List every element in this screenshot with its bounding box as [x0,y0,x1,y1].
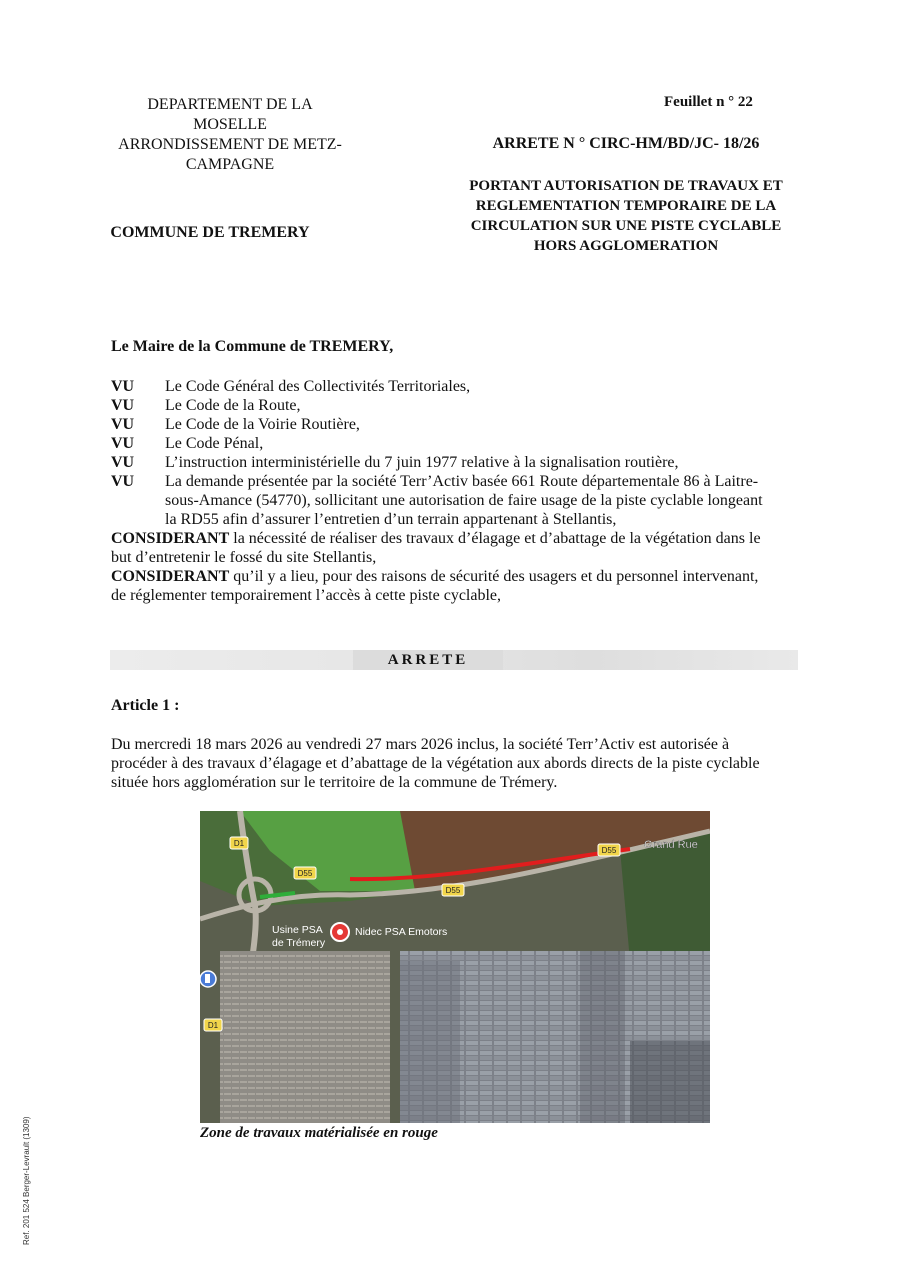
vu-label: VU [111,473,135,490]
vu-text: Le Code Général des Collectivités Territoriales, [165,378,471,395]
sheet-number: Feuillet n ° 22 [664,94,753,110]
vu-request-line: la RD55 afin d’assurer l’entretien d’un terrain appartenant à Stellantis, [165,511,617,528]
considerant-label: CONSIDERANT [111,568,230,585]
considerant-label: CONSIDERANT [111,530,230,547]
subject-line: CIRCULATION SUR UNE PISTE CYCLABLE [470,218,782,234]
factory-shadow [580,951,625,1123]
considerant-text: de réglementer temporairement l’accès à cette piste cyclable, [111,587,502,604]
place-label-nidec: Nidec PSA Emotors [355,926,448,938]
considerant-text: but d’entretenir le fossé du site Stellantis, [111,549,377,566]
road-shield-label: D55 [297,869,313,878]
vu-text: Le Code de la Route, [165,397,301,414]
article-line: procéder à des travaux d’élagage et d’abattage de la végétation aux abords directs de la piste cyclable [111,755,760,772]
road-shield-d1 [204,1019,222,1031]
mayor-heading: Le Maire de la Commune de TREMERY, [111,338,394,355]
article-line: située hors agglomération sur le territoire de la commune de Trémery. [111,774,558,791]
department-block [95,95,365,175]
vu-label: VU [111,435,135,452]
road-shield-label: D1 [207,1021,219,1030]
factory-shadow [630,1041,710,1123]
vu-request-line: La demande présentée par la société Terr’Activ basée 661 Route départementale 86 à Laitre- [165,473,759,490]
decree-number: ARRETE N ° CIRC-HM/BD/JC- 18/26 [492,135,760,152]
article-heading: Article 1 : [111,697,180,714]
vu-text: Le Code Pénal, [165,435,264,452]
vu-request-line: sous-Amance (54770), sollicitant une autorisation de faire usage de la piste cyclable longeant [165,492,763,509]
commune-name: COMMUNE DE TREMERY [110,224,310,241]
article-text [111,735,801,792]
considerant-paragraph [111,567,801,605]
vu-text: Le Code de la Voirie Routière, [165,416,360,433]
road-shield-d55 [598,844,620,856]
subject-line: HORS AGGLOMERATION [533,238,719,254]
section-title: ARRETE [353,650,503,670]
vu-label: VU [111,378,135,395]
tree-area [620,833,710,971]
considerant-text: qu’il y a lieu, pour des raisons de sécurité des usagers et du personnel intervenant, [229,568,759,585]
vu-label: VU [111,454,135,471]
vu-label: VU [111,397,135,414]
road-shield-d55 [294,867,316,879]
location-pin-icon [331,923,349,941]
place-label-usine: de Trémery [272,937,326,949]
road-shield-label: D55 [445,886,461,895]
vu-label: VU [111,416,135,433]
vu-request-text [165,472,790,529]
department-line: ARRONDISSEMENT DE METZ- [118,136,342,153]
map-caption: Zone de travaux matérialisée en rouge [200,1125,438,1141]
parking-lot [220,951,390,1123]
department-line: CAMPAGNE [185,156,275,173]
form-reference: Ref. 201 524 Berger-Levrault (1309) [22,1116,31,1245]
fuel-station-icon [200,971,216,987]
subject-line: PORTANT AUTORISATION DE TRAVAUX ET [469,178,783,194]
road-shield-label: D1 [233,839,245,848]
vu-text: L’instruction interministérielle du 7 juin 1977 relative à la signalisation routière, [165,454,679,471]
department-line: MOSELLE [193,116,267,133]
considerant-text: la nécessité de réaliser des travaux d’élagage et d’abattage de la végétation dans le [229,530,761,547]
considerant-paragraph [111,529,801,567]
article-line: Du mercredi 18 mars 2026 au vendredi 27 mars 2026 inclus, la société Terr’Activ est autorisée à [111,736,730,753]
subject-line: REGLEMENTATION TEMPORAIRE DE LA [475,198,777,214]
work-zone-map [200,811,710,1123]
decree-subject [440,176,812,256]
road-shield-label: D55 [601,846,617,855]
factory-shadow [400,961,460,1123]
department-line: DEPARTEMENT DE LA [147,96,313,113]
street-label-grand-rue: Grand Rue [644,839,698,851]
road-shield-d1 [230,837,248,849]
road-shield-d55 [442,884,464,896]
place-label-usine: Usine PSA [272,924,323,936]
